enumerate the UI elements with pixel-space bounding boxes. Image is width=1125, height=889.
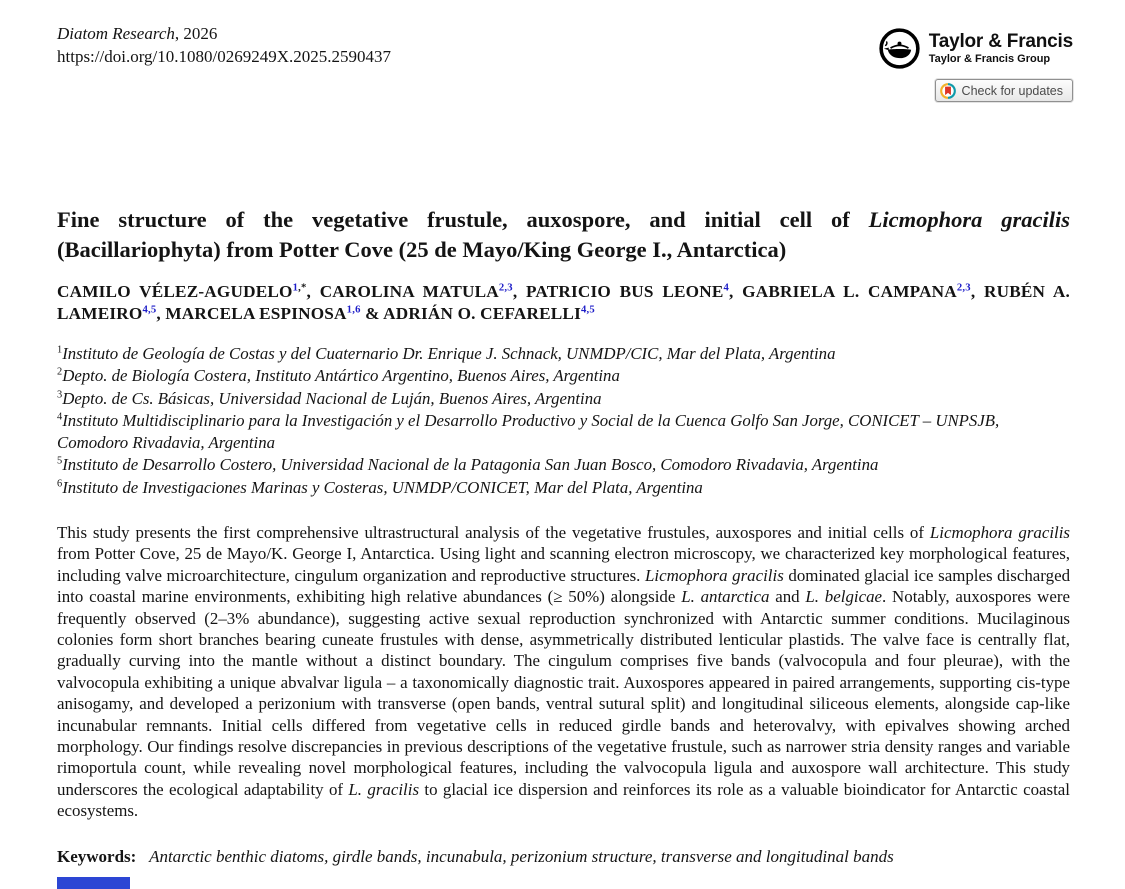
publisher-logo bbox=[878, 27, 1073, 70]
keywords-text: Antarctic benthic diatoms, girdle bands, incunabula, perizonium structure, transverse and longitudinal bands bbox=[149, 847, 894, 866]
keywords-label: Keywords: bbox=[57, 847, 137, 866]
affiliations-list bbox=[57, 343, 1070, 499]
publisher-group: Taylor & Francis Group bbox=[928, 53, 1051, 65]
affiliation-line-4: $^4$Instituto Multidisciplinario para la Investigación y el Desarrollo Productivo y Social de la Cuenca Golfo San Jorge, CONICET – UNPSJB, Comodoro Rivadavia, Argentina bbox=[57, 410, 1000, 453]
crossmark-icon bbox=[940, 83, 956, 99]
affiliation-line-3: $^3$Depto. de Cs. Básicas, Universidad Nacional de Luján, Buenos Aires, Argentina bbox=[57, 388, 602, 408]
abstract-paragraph: This study presents the first comprehensive ultrastructural analysis of the vegetative frustules, auxospores and initial cells of Licmophora gracilis from Potter Cove, 25 de Mayo/K. George I, Antarctica. Using light and scanning electron microscopy, we characterized key morphological features, including valve microarchitecture, cingulum organization and reproductive structures. Licmophora gracilis dominated glacial ice samples discharged into coastal marine environments, exhibiting high relative abundances (≥ 50%) alongside L. antarctica and L. belgicae. Notably, auxospores were frequently observed (2–3% abundance), suggesting active sexual reproduction synchronized with Antarctic summer conditions. Mucilaginous colonies form short branches bearing cuneate frustules with dense, asymmetrically distributed lenticular plastids. The valve face is centrally flat, gradually curving into the mantle without a distinct boundary. The cingulum comprises five bands (valvocopula and four pleurae), with the valvocopula exhibiting a unique abvalvar ligula – a taxonomically diagnostic trait. Auxospores appeared in paired arrangements, supporting cis-type anisogamy, and developed a perizonium with transverse (open bands, ventral sutural split) and longitudinal siliceous elements, alongside cap-like incunabular remnants. Initial cells differed from vegetative cells in reduced girdle bands and heterovalvy, with epivalves showing arched morphology. Our findings resolve discrepancies in previous descriptions of the vegetative frustule, such as narrower stria density ranges and variable rimoportula count, while revealing novel morphological features, including the valvocopula ligula and auxospore wall architecture. This study underscores the ecological adaptability of L. gracilis to glacial ice dispersion and reinforces its role as a valuable bioindicator for Antarctic coastal ecosystems. bbox=[57, 523, 1071, 821]
affiliation-line-2: $^2$Depto. de Biología Costera, Instituto Antártico Argentino, Buenos Aires, Argentina bbox=[57, 366, 620, 386]
check-for-updates-label: Check for updates bbox=[961, 83, 1063, 98]
publisher-name: Taylor & Francis bbox=[928, 31, 1073, 52]
article-title: Fine structure of the vegetative frustule, auxospore, and initial cell of Licmophora gracilis (Bacillariophyta) from Potter Cove (25 de Mayo/King George I., Antarctica) bbox=[57, 207, 1070, 262]
journal-title-line: Diatom Research, 2026 bbox=[57, 24, 218, 43]
doi-link[interactable]: https://doi.org/10.1080/0269249X.2025.2590437 bbox=[57, 47, 392, 66]
affiliation-line-5: $^5$Instituto de Desarrollo Costero, Universidad Nacional de la Patagonia San Juan Bosco, Comodoro Rivadavia, Argentina bbox=[57, 455, 879, 475]
taylor-francis-lamp-icon bbox=[878, 27, 921, 70]
affiliation-line-6: $^6$Instituto de Investigaciones Marinas y Costeras, UNMDP/CONICET, Mar del Plata, Argentina bbox=[57, 477, 703, 497]
keywords-line bbox=[57, 846, 1070, 867]
publisher-text bbox=[929, 31, 1073, 66]
journal-header-block bbox=[57, 22, 391, 68]
affiliation-line-1: $^1$Instituto de Geología de Costas y del Cuaternario Dr. Enrique J. Schnack, UNMDP/CIC, Mar del Plata, Argentina bbox=[57, 344, 836, 363]
author-list: CAMILO VÉLEZ-$AGUDELO^{1,*}$, CAROLINA MATULA$^{2,3}$, PATRICIO BUS LEONE$^4$, GABRIELA L. CAMPANA$^{2,3}$, RUBÉN A. LAMEIRO$^{4,5}$, MARCELA ESPINOSA$^{1,6}$ & ADRIÁN O. CEFARELLI$^{4,5}$ bbox=[57, 282, 1070, 323]
contact-badge-partial bbox=[57, 877, 130, 889]
check-for-updates-button[interactable] bbox=[935, 79, 1073, 102]
